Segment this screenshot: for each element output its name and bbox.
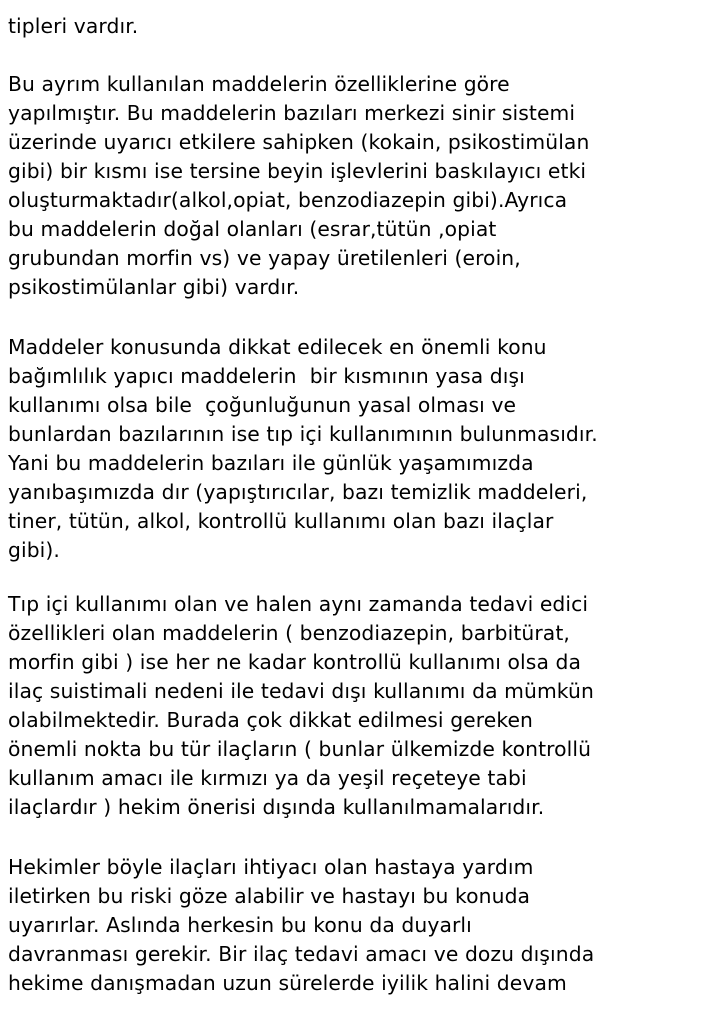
- paragraph-4-line-1: Tıp içi kullanımı olan ve halen aynı zamanda tedavi edici: [8, 592, 589, 616]
- paragraph-5-line-2: iletirken bu riski göze alabilir ve hastayı bu konuda: [8, 884, 531, 908]
- paragraph-4-line-8: ilaçlardır ) hekim önerisi dışında kullanılmamalarıdır.: [8, 795, 545, 819]
- paragraph-2-line-2: yapılmıştır. Bu maddelerin bazıları merkezi sinir sistemi: [8, 101, 576, 125]
- paragraph-3-line-4: bunlardan bazılarının ise tıp içi kullanımının bulunmasıdır.: [8, 422, 598, 446]
- paragraph-4-line-2: özellikleri olan maddelerin ( benzodiazepin, barbitürat,: [8, 621, 570, 645]
- paragraph-2-line-3: üzerinde uyarıcı etkilere sahipken (kokain, psikostimülan: [8, 130, 590, 154]
- paragraph-3-line-3: kullanımı olsa bile çoğunluğunun yasal olması ve: [8, 393, 517, 417]
- paragraph-2-line-1: Bu ayrım kullanılan maddelerin özelliklerine göre: [8, 72, 510, 96]
- paragraph-4-line-5: olabilmektedir. Burada çok dikkat edilmesi gereken: [8, 708, 533, 732]
- paragraph-3-line-8: gibi).: [8, 538, 60, 562]
- paragraph-4-line-3: morfin gibi ) ise her ne kadar kontrollü kullanımı olsa da: [8, 650, 582, 674]
- paragraph-5-line-3: uyarırlar. Aslında herkesin bu konu da duyarlı: [8, 913, 472, 937]
- paragraph-3-line-7: tiner, tütün, alkol, kontrollü kullanımı olan bazı ilaçlar: [8, 509, 554, 533]
- paragraph-2-line-4: gibi) bir kısmı ise tersine beyin işlevlerini baskılayıcı etki: [8, 159, 587, 183]
- paragraph-1-line-1: tipleri vardır.: [8, 14, 139, 38]
- paragraph-2-line-6: bu maddelerin doğal olanları (esrar,tütün ,opiat: [8, 217, 497, 241]
- paragraph-2-line-7: grubundan morfin vs) ve yapay üretilenleri (eroin,: [8, 246, 521, 270]
- paragraph-5-line-4: davranması gerekir. Bir ilaç tedavi amacı ve dozu dışında: [8, 942, 595, 966]
- paragraph-4-line-6: önemli nokta bu tür ilaçların ( bunlar ülkemizde kontrollü: [8, 737, 592, 761]
- paragraph-4-line-4: ilaç suistimali nedeni ile tedavi dışı kullanımı da mümkün: [8, 679, 594, 703]
- paragraph-3-line-2: bağımlılık yapıcı maddelerin bir kısmının yasa dışı: [8, 364, 525, 388]
- paragraph-3-line-5: Yani bu maddelerin bazıları ile günlük yaşamımızda: [8, 451, 534, 475]
- paragraph-5-line-1: Hekimler böyle ilaçları ihtiyacı olan hastaya yardım: [8, 855, 534, 879]
- paragraph-5-line-5: hekime danışmadan uzun sürelerde iyilik halini devam: [8, 971, 567, 995]
- paragraph-2-line-8: psikostimülanlar gibi) vardır.: [8, 275, 300, 299]
- paragraph-2-line-5: oluşturmaktadır(alkol,opiat, benzodiazepin gibi).Ayrıca: [8, 188, 568, 212]
- paragraph-3-line-1: Maddeler konusunda dikkat edilecek en önemli konu: [8, 335, 547, 359]
- paragraph-4-line-7: kullanım amacı ile kırmızı ya da yeşil reçeteye tabi: [8, 766, 527, 790]
- paragraph-3-line-6: yanıbaşımızda dır (yapıştırıcılar, bazı temizlik maddeleri,: [8, 480, 588, 504]
